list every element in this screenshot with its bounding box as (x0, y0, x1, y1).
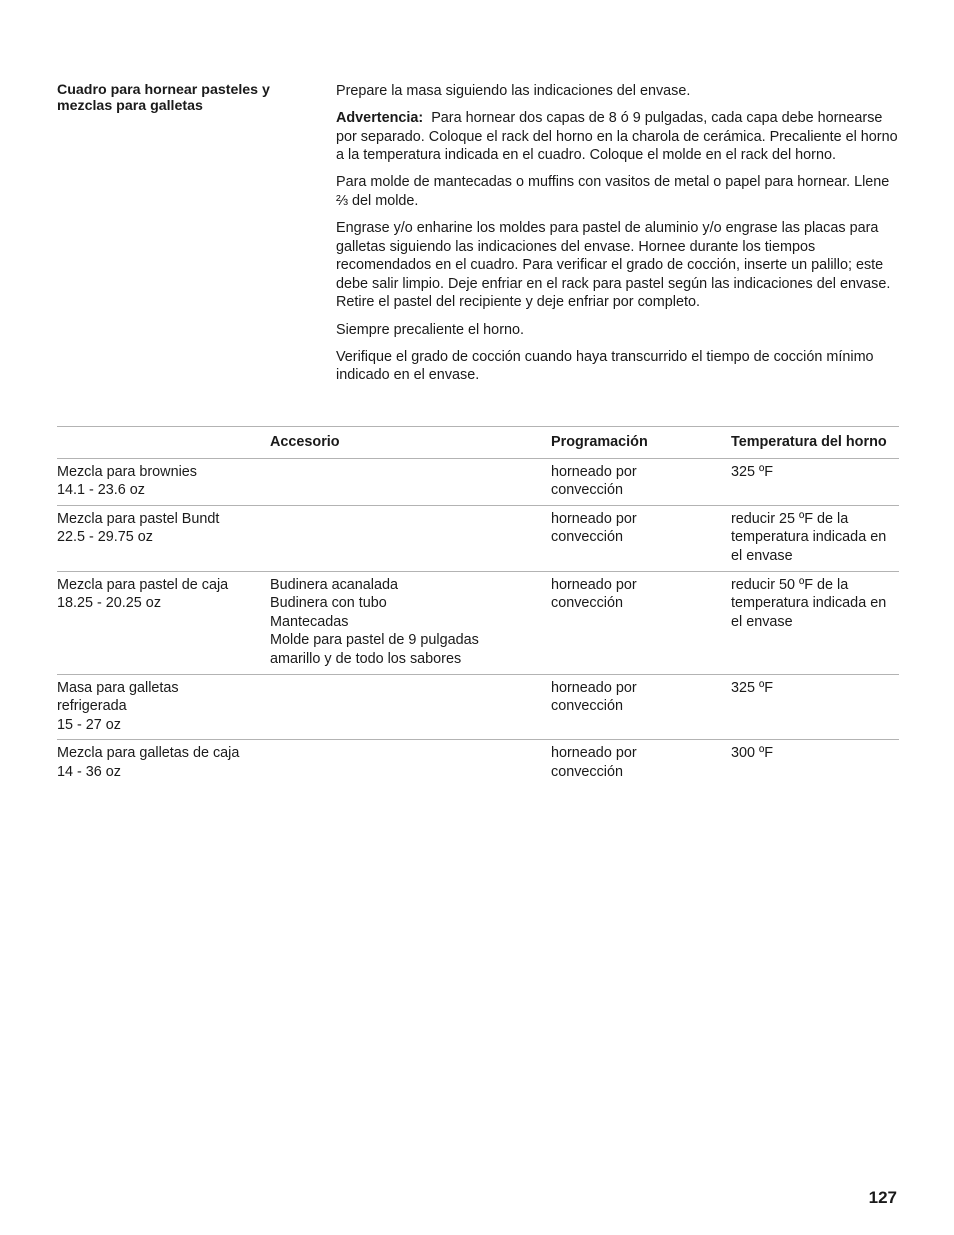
table-row (57, 740, 899, 786)
intro-paragraph: Siempre precaliente el horno. (336, 321, 524, 338)
intro-paragraph: Prepare la masa siguiendo las indicaciones del envase. (336, 83, 691, 99)
intro-paragraph: Engrase y/o enharine los moldes para pastel de aluminio y/o engrase las placas para galletas siguiendo las indicaciones del envase. Hornee durante los tiempos recomendados en el cuadro. Para verificar el grado de cocción, inserte un palillo; este debe salir limpio. Deje enfriar en el rack para pastel según las indicaciones del envase. Retire el pastel del recipiente y deje enfriar por completo. (336, 220, 891, 311)
table-row (57, 506, 899, 572)
table-cell-programacion: horneado por convección (551, 463, 637, 499)
table-cell-accesorio (270, 679, 551, 735)
table-cell-accesorio (270, 463, 551, 500)
table-row (57, 572, 899, 675)
table-cell-accesorio (270, 744, 551, 781)
header-cell-accesorio: Accesorio (270, 434, 340, 450)
warning-label: Advertencia: (336, 110, 424, 127)
table-cell-programacion: horneado por convección (551, 576, 637, 612)
table-cell-temperatura: 325 ºF (731, 679, 774, 696)
table-header-row (57, 427, 899, 459)
section-title: Cuadro para hornear pasteles y mezclas para galletas (57, 82, 270, 114)
table-cell-temperatura: 300 ºF (731, 745, 774, 762)
page-number: 127 (868, 1188, 897, 1207)
warning-text: Para hornear dos capas de 8 ó 9 pulgadas, cada capa debe hornearse por separado. Coloque el rack del horno en la charola de cerámica. Precaliente el horno a la temperatura indicada en el cuadro. Coloque el molde en el rack del horno. (336, 110, 898, 164)
table-cell-temperatura: reducir 50 ºF de la temperatura indicada en el envase (731, 576, 887, 630)
warning-paragraph (336, 109, 901, 165)
table-cell-programacion: horneado por convección (551, 745, 637, 780)
table-cell-item: Mezcla para pastel Bundt 22.5 - 29.75 oz (57, 510, 220, 546)
header-cell-programacion: Programación (551, 434, 648, 450)
table-cell-item: Masa para galletas refrigerada 15 - 27 oz (57, 679, 179, 733)
table-cell-programacion: horneado por convección (551, 510, 637, 546)
intro-paragraph: Para molde de mantecadas o muffins con vasitos de metal o papel para hornear. Llene ⅔ del molde. (336, 174, 890, 209)
table-cell-programacion: horneado por convección (551, 679, 637, 715)
header-cell-temperatura: Temperatura del horno (731, 434, 887, 450)
intro-text (336, 82, 901, 393)
table-row (57, 675, 899, 741)
table-cell-item: Mezcla para galletas de caja 14 - 36 oz (57, 745, 240, 780)
table-cell-item: Mezcla para brownies 14.1 - 23.6 oz (57, 463, 197, 499)
table-row (57, 459, 899, 506)
intro-paragraph: Verifique el grado de cocción cuando haya transcurrido el tiempo de cocción mínimo indicado en el envase. (336, 348, 874, 384)
table-cell-temperatura: 325 ºF (731, 463, 774, 480)
table-cell-item: Mezcla para pastel de caja 18.25 - 20.25 oz (57, 576, 229, 612)
table-cell-accesorio (270, 510, 551, 566)
table-cell-temperatura: reducir 25 ºF de la temperatura indicada en el envase (731, 510, 887, 564)
baking-table (57, 426, 899, 787)
table-cell-accesorio: Budinera acanalada Budinera con tubo Mantecadas Molde para pastel de 9 pulgadas amarillo y de todo los sabores (270, 576, 479, 667)
header-cell (57, 433, 270, 452)
